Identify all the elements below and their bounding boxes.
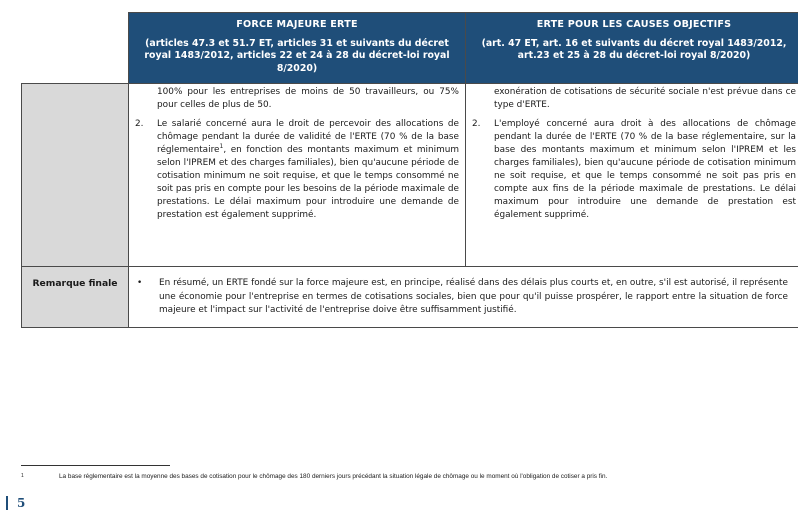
item-text-part: Le salarié concerné aura le droit de percevoir des allocations de chômage pendant la durée de validité de l'ERTE (70 % de la base réglementaire xyxy=(157,119,459,156)
item-text-part: , en fonction des montants maximum et minimum selon l'IPREM et des charges familiales), bien qu'aucune période de cotisation minimum ne soit requise, et que le temps consommé ne soit pas pris en compte pour les besoins de la période maximale de prestations. Le délai maximum pour introduire une demande de prestation est également supprimé. xyxy=(157,145,459,221)
cell-force-majeure xyxy=(129,84,466,267)
bullet-icon: • xyxy=(137,278,143,289)
footnote-mark: 1 xyxy=(21,473,24,479)
column-header-causes-objectifs xyxy=(466,13,798,84)
item-text xyxy=(157,118,459,222)
comparison-table xyxy=(21,12,798,328)
footnote-reference[interactable]: 1 xyxy=(219,143,224,151)
footnote-separator xyxy=(21,465,170,466)
list-item xyxy=(135,277,788,317)
column-title: ERTE POUR LES CAUSES OBJECTIFS xyxy=(536,19,732,30)
table-row-final-remark xyxy=(22,267,798,327)
table-corner-cell xyxy=(22,13,129,84)
footnote-text: La base réglementaire est la moyenne des bases de cotisation pour le chômage des 180 derniers jours précédant la situation légale de chômage ou le moment où l'obligation de cotiser a pris fin. xyxy=(59,473,608,480)
column-header-force-majeure xyxy=(129,13,466,84)
item-number: 2. xyxy=(135,119,144,130)
final-remark-text: En résumé, un ERTE fondé sur la force majeure est, en principe, réalisé dans des délais plus courts et, en outre, s'il est autorisé, il représente une économie pour l'entreprise en termes de cotisations sociales, bien que pour qu'il puisse prospérer, le rapport entre la situation de force majeure et l'impact sur l'activité de l'entreprise doive être suffisamment justifié. xyxy=(159,278,788,316)
list-item xyxy=(472,118,796,222)
list-item xyxy=(135,118,459,222)
item-text: L'employé concerné aura droit à des allocations de chômage pendant la durée de l'ERTE (70 % de la base réglementaire, sur la base des montants maximum et minimum selon l'IPREM et les charges familiales), bien qu'aucune période de cotisation minimum ne soit requise, et que le temps consommé ne soit pas pris en compte aux fins de la période maximale de prestations. Le délai maximum pour introduire une demande de prestation est également supprimé. xyxy=(494,119,796,221)
table-header-row xyxy=(22,13,798,84)
column-subtitle: (articles 47.3 et 51.7 ET, articles 31 et suivants du décret royal 1483/2012, articles 22 et 24 à 28 du décret-loi royal 8/2020) xyxy=(144,37,450,74)
row-label-final-remark: Remarque finale xyxy=(22,267,129,327)
row-label-cell xyxy=(22,84,129,267)
table-row xyxy=(22,84,798,267)
footnote xyxy=(21,473,781,480)
column-subtitle: (art. 47 ET, art. 16 et suivants du décret royal 1483/2012, art.23 et 25 à 28 du décret-loi royal 8/2020) xyxy=(481,37,787,62)
final-remark-cell xyxy=(129,267,798,327)
column-title: FORCE MAJEURE ERTE xyxy=(236,19,358,30)
item-number: 2. xyxy=(472,119,481,130)
page-number: 5 xyxy=(6,496,25,510)
continued-paragraph: exonération de cotisations de sécurité sociale n'est prévue dans ce type d'ERTE. xyxy=(494,87,796,111)
continued-paragraph: 100% pour les entreprises de moins de 50 travailleurs, ou 75% pour celles de plus de 50. xyxy=(157,87,459,111)
cell-causes-objectifs xyxy=(466,84,798,267)
